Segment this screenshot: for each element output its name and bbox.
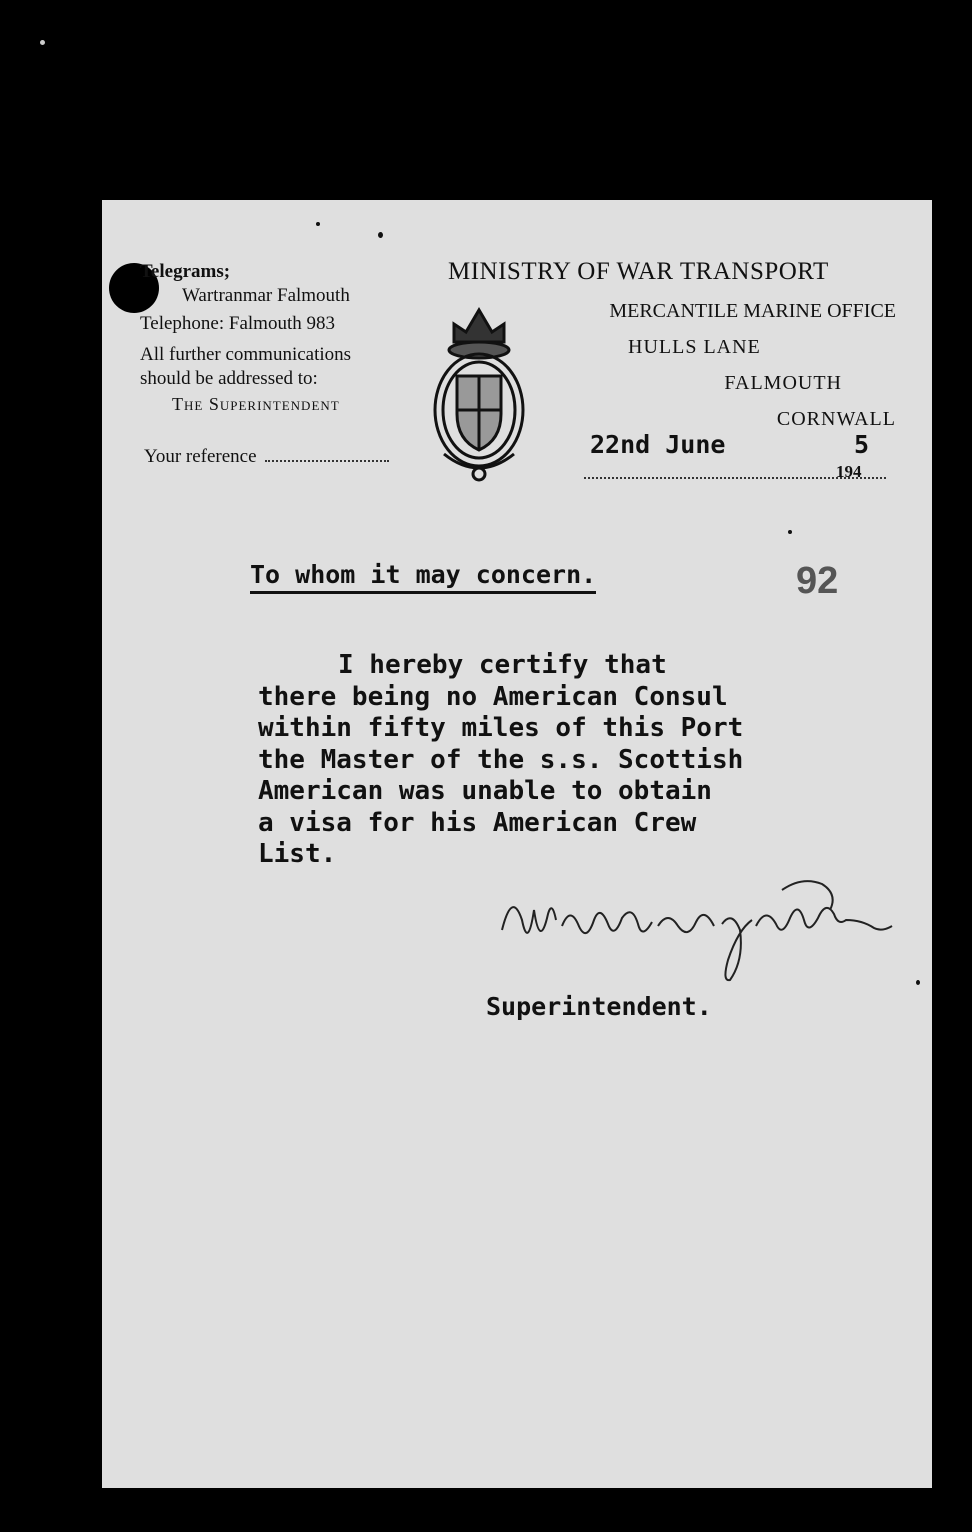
signer-title: Superintendent.: [486, 992, 712, 1021]
address-recipient: The Superintendent: [172, 393, 340, 414]
body-line: there being no American Consul: [258, 681, 728, 712]
year-prefix: 194: [836, 462, 862, 481]
salutation: To whom it may concern.: [250, 560, 596, 594]
year-digit: 5: [854, 430, 870, 459]
body-line: a visa for his American Crew: [258, 807, 697, 838]
handwritten-signature: [482, 870, 902, 990]
body-line: List.: [258, 839, 337, 869]
telegrams-address: Wartranmar Falmouth: [182, 284, 350, 306]
paper-speck: [916, 980, 920, 985]
town: FALMOUTH: [724, 372, 842, 394]
address-instruction-2: should be addressed to:: [140, 368, 318, 389]
letter-body: [258, 650, 743, 871]
reference-dotted-line: [265, 460, 389, 462]
document-number: 92: [796, 560, 839, 602]
street-address: HULLS LANE: [628, 336, 761, 358]
letter-page: [102, 200, 932, 1488]
letterhead-contact: [140, 260, 351, 415]
letter-date: 22nd June: [590, 430, 726, 459]
telegrams-label: Telegrams;: [140, 261, 231, 282]
paper-speck: [788, 530, 792, 534]
telephone: Telephone: Falmouth 983: [140, 312, 335, 334]
your-reference-label: Your reference: [144, 446, 257, 467]
ministry-name: MINISTRY OF WAR TRANSPORT: [448, 258, 829, 285]
film-speck: [40, 40, 45, 45]
body-line: I hereby certify that: [338, 650, 667, 680]
body-line: American was unable to obtain: [258, 776, 712, 806]
body-line: the Master of the s.s. Scottish: [258, 744, 744, 775]
body-line: within fifty miles of this Port: [258, 713, 744, 743]
royal-coat-of-arms-icon: [424, 304, 534, 488]
paper-speck: [378, 232, 383, 238]
paper-speck: [316, 222, 320, 226]
office-name: MERCANTILE MARINE OFFICE: [609, 300, 896, 322]
your-reference-field: [144, 446, 389, 468]
county: CORNWALL: [776, 408, 896, 430]
address-instruction-1: All further communications: [140, 344, 352, 366]
